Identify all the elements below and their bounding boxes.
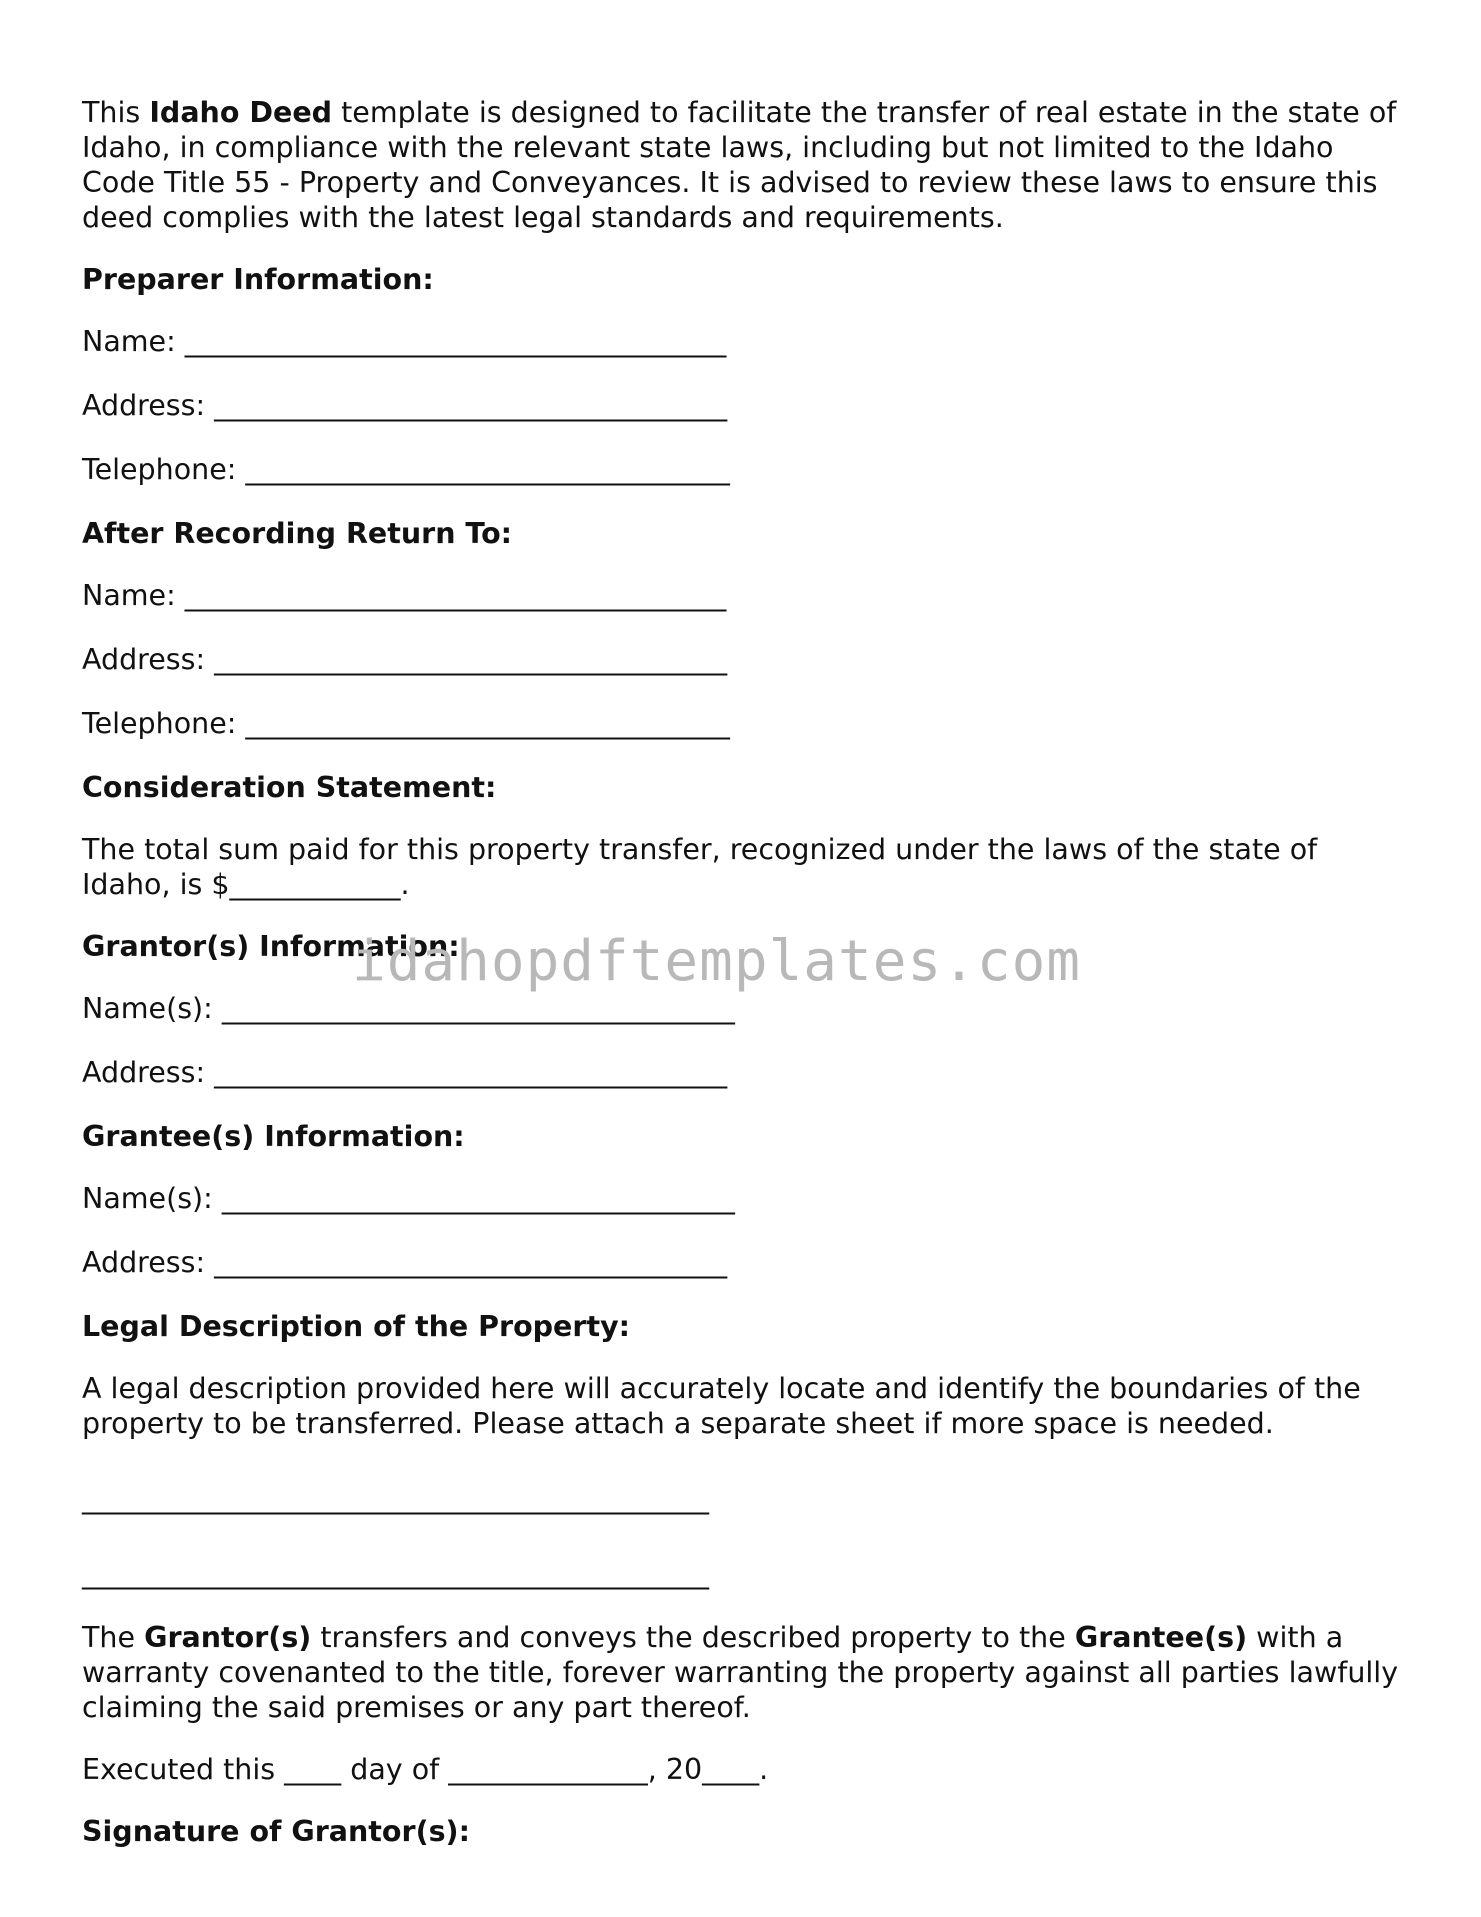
conveyance-part-2: transfers and conveys the described property to the (311, 1621, 1075, 1654)
intro-rest: template is designed to facilitate the transfer of real estate in the state of Idaho, in compliance with the relevant state laws, including but not limited to the Idaho Code Title 55 - Property and Conveyances. It is advised to review these laws to ensure this deed complies with the latest legal standards and requirements. (82, 96, 1397, 234)
legal-description-line-2[interactable]: ____________________________________________ (82, 1557, 709, 1590)
grantee-heading: Grantee(s) Information: (82, 1120, 465, 1153)
return-name-field[interactable]: Name: ______________________________________ (82, 579, 727, 612)
return-address-field[interactable]: Address: ____________________________________ (82, 643, 728, 676)
signature-heading: Signature of Grantor(s): (82, 1815, 470, 1848)
preparer-telephone-field[interactable]: Telephone: __________________________________ (82, 453, 730, 486)
intro-paragraph (82, 95, 1412, 235)
executed-line[interactable]: Executed this ____ day of ______________, 20____. (82, 1753, 769, 1786)
conveyance-grantor-bold: Grantor(s) (144, 1621, 312, 1654)
grantee-names-field[interactable]: Name(s): ____________________________________ (82, 1182, 735, 1215)
legal-description-line-1[interactable]: ____________________________________________ (82, 1482, 709, 1515)
legal-description-heading: Legal Description of the Property: (82, 1310, 631, 1343)
return-to-heading: After Recording Return To: (82, 517, 513, 550)
watermark: idahopdftemplates.com (352, 929, 1082, 994)
legal-description-text: A legal description provided here will accurately locate and identify the boundaries of the property to be transferred. Please attach a separate sheet if more space is needed. (82, 1372, 1361, 1440)
preparer-heading: Preparer Information: (82, 263, 434, 296)
intro-bold-title: Idaho Deed (149, 96, 333, 129)
preparer-address-field[interactable]: Address: ____________________________________ (82, 389, 728, 422)
grantor-names-field[interactable]: Name(s): ____________________________________ (82, 992, 735, 1025)
grantor-heading: Grantor(s) Information: (82, 930, 460, 963)
preparer-name-field[interactable]: Name: ______________________________________ (82, 325, 727, 358)
consideration-heading: Consideration Statement: (82, 771, 497, 804)
conveyance-part-3: with a warranty covenanted to the title, forever warranting the property against all parties lawfully claiming the said premises or any part thereof. (82, 1621, 1399, 1724)
conveyance-paragraph (82, 1620, 1412, 1725)
consideration-text[interactable]: The total sum paid for this property transfer, recognized under the laws of the state of Idaho, is $____________. (82, 833, 1318, 901)
grantor-address-field[interactable]: Address: ____________________________________ (82, 1056, 728, 1089)
conveyance-grantee-bold: Grantee(s) (1074, 1621, 1248, 1654)
return-telephone-field[interactable]: Telephone: __________________________________ (82, 707, 730, 740)
grantee-address-field[interactable]: Address: ____________________________________ (82, 1246, 728, 1279)
intro-prefix: This (82, 96, 150, 129)
conveyance-part-1: The (82, 1621, 145, 1654)
deed-document (82, 95, 1412, 1876)
